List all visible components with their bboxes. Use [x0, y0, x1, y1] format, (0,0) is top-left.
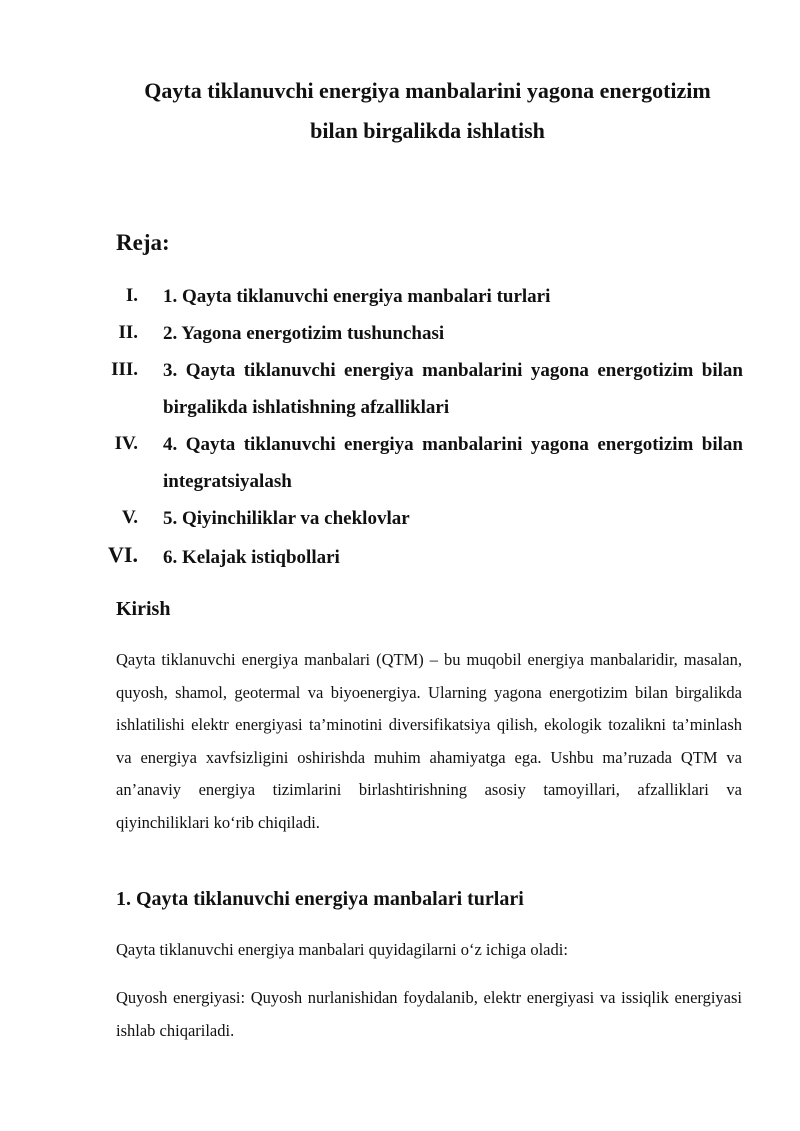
document-title-line-2: bilan birgalikda ishlatish	[310, 118, 545, 143]
plan-item-numeral: I.	[125, 285, 138, 306]
intro-heading: Kirish	[116, 598, 171, 620]
plan-item-numeral: III.	[111, 359, 138, 380]
plan-item-text: 1. Qayta tiklanuvchi energiya manbalari turlari	[163, 286, 551, 307]
plan-item-text: 4. Qayta tiklanuvchi energiya manbalarini yagona energotizim bilan integratsiyalash	[163, 434, 743, 492]
section-1-heading: 1. Qayta tiklanuvchi energiya manbalari turlari	[116, 888, 524, 910]
intro-paragraph: Qayta tiklanuvchi energiya manbalari (QTM) – bu muqobil energiya manbalaridir, masalan, quyosh, shamol, geotermal va biyoenergiya. Ularning yagona energotizim bilan birgalikda ishlatilishi elektr energiyasi ta’minotini diversifikatsiya qilish, ekologik tozalikni ta’minlash va energiya xavfsizligini oshirishda muhim ahamiyatga ega. Ushbu ma’ruzada QTM va an’anaviy energiya tizimlarini birlashtirishning asosiy tamoyillari, afzalliklari va qiyinchiliklari ko‘rib chiqiladi.	[116, 650, 742, 832]
plan-item-numeral: VI.	[108, 542, 138, 567]
plan-item-text: 6. Kelajak istiqbollari	[163, 547, 340, 568]
plan-item-text: 5. Qiyinchiliklar va cheklovlar	[163, 508, 410, 529]
plan-heading: Reja:	[116, 230, 170, 255]
plan-item-text: 3. Qayta tiklanuvchi energiya manbalarini yagona energotizim bilan birgalikda ishlatishning afzalliklari	[163, 360, 743, 418]
solar-energy-paragraph: Quyosh energiyasi: Quyosh nurlanishidan foydalanib, elektr energiyasi va issiqlik energiyasi ishlab chiqariladi.	[116, 988, 742, 1040]
plan-item-numeral: V.	[121, 507, 138, 528]
plan-item-text: 2. Yagona energotizim tushunchasi	[163, 323, 445, 344]
section-1-lead: Qayta tiklanuvchi energiya manbalari quyidagilarni o‘z ichiga oladi:	[116, 940, 568, 959]
document-title-line-1: Qayta tiklanuvchi energiya manbalarini yagona energotizim	[144, 78, 711, 103]
plan-item-numeral: IV.	[114, 433, 138, 454]
plan-item-numeral: II.	[118, 322, 138, 343]
